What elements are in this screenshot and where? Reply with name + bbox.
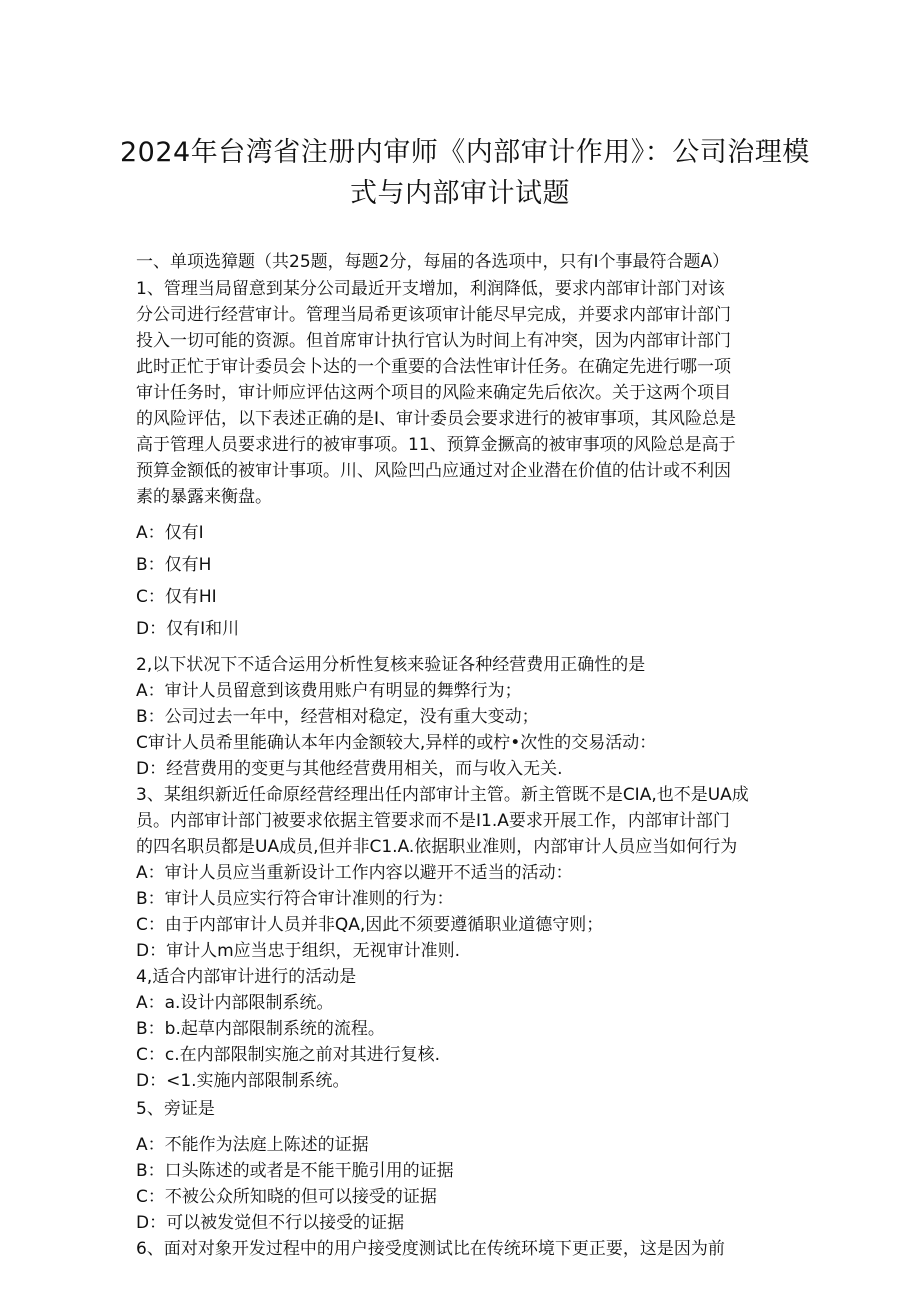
question-3-option-d: D：审计人m应当忠于组织，无视审计准则. bbox=[136, 941, 461, 961]
question-2-option-b: B：公司过去一年中，经营相对稳定，没有重大变动； bbox=[136, 707, 539, 727]
question-4-option-b: B：b.起草内部限制系统的流程。 bbox=[136, 1019, 385, 1039]
question-1-text-line: 分公司进行经营审计。管理当局希更该项审计能尽早完成，并要求内部审计部门 bbox=[136, 305, 731, 325]
question-5-option-b: B：口头陈述的或者是不能干脆引用的证据 bbox=[136, 1161, 454, 1181]
question-4-option-a: A：a.设计内部限制系统。 bbox=[136, 993, 334, 1013]
question-2-option-d: D：经营费用的变更与其他经营费用相关，而与收入无关. bbox=[136, 759, 563, 779]
question-1-text-line: 此时正忙于审计委员会卜达的一个重要的合法性审计任务。在确定先进行哪一项 bbox=[136, 357, 731, 377]
question-4-option-c: C：c.在内部限制实施之前对其进行复核. bbox=[136, 1045, 441, 1065]
question-1-text-line: 素的暴露来衡盘。 bbox=[136, 487, 272, 507]
question-1-option-c: C：仅有HI bbox=[136, 587, 217, 607]
question-1-text-line: 投入一切可能的资源。但首席审计执行官认为时间上有冲突，因为内部审计部门 bbox=[136, 331, 731, 351]
question-1-option-d: D：仅有I和川 bbox=[136, 619, 240, 639]
question-2-text: 2,以下状况下不适合运用分析性复核来验证各种经营费用正确性的是 bbox=[136, 655, 646, 675]
document-title-line-1: 2024年台湾省注册内审师《内部审计作用》：公司治理模 bbox=[120, 137, 810, 168]
question-1-text-line: 审计任务时，审计师应评估这两个项目的风险来确定先后依次。关于这两个项目 bbox=[136, 383, 731, 403]
question-4-option-d: D：<1.实施内部限制系统。 bbox=[136, 1071, 350, 1091]
question-1-text-line: 的风险评估，以下表述正确的是I、审计委员会要求进行的被审事项，其风险总是 bbox=[136, 409, 737, 429]
question-5-option-a: A：不能作为法庭上陈述的证据 bbox=[136, 1135, 369, 1155]
question-3-option-b: B：审计人员应实行符合审计准则的行为： bbox=[136, 889, 454, 909]
section-heading: 一、单项选獐题（共25题，每题2分，每届的各选项中，只有I个事最符合题A） bbox=[136, 252, 730, 272]
question-3-text-line: 员。内部审计部门被要求依据主管要求而不是I1.A要求开展工作，内部审计部门 bbox=[136, 811, 730, 831]
question-1-option-b: B：仅有H bbox=[136, 555, 212, 575]
document-title-line-2: 式与内部审计试题 bbox=[350, 178, 570, 209]
question-3-option-a: A：审计人员应当重新设计工作内容以避开不适当的活动： bbox=[136, 863, 573, 883]
question-3-option-c: C：由于内部审计人员并非QA,因此不须要遵循职业道德守则； bbox=[136, 915, 604, 935]
question-1-text-line: 高于管理人员要求进行的被审事项。11、预算金撅高的被审事项的风险总是高于 bbox=[136, 435, 736, 455]
question-1-option-a: A：仅有I bbox=[136, 523, 204, 543]
question-5-text: 5、旁证是 bbox=[136, 1099, 215, 1119]
question-2-option-c: C审计人员希里能确认本年内金额较大,异样的或柠•次性的交易活动： bbox=[136, 733, 657, 753]
question-4-text: 4,适合内部审计进行的活动是 bbox=[136, 967, 357, 987]
question-6-text-line: 6、面对对象开发过程中的用户接受度测试比在传统环境下更正要，这是因为前 bbox=[136, 1239, 725, 1259]
question-5-option-c: C：不被公众所知晓的但可以接受的证据 bbox=[136, 1187, 437, 1207]
question-5-option-d: D：可以被发觉但不行以接受的证据 bbox=[136, 1213, 405, 1233]
question-1-text-line: 1、管理当局留意到某分公司最近开支增加，利润降低，要求内部审计部门对该 bbox=[136, 279, 725, 299]
question-2-option-a: A：审计人员留意到该费用账户有明显的舞弊行为； bbox=[136, 681, 522, 701]
question-3-text-line: 3、某组织新近任命原经营经理出任内部审计主管。新主管既不是CIA,也不是UA成 bbox=[136, 785, 749, 805]
question-3-text-line: 的四名职员都是UA成员,但并非C1.A.依据职业准则，内部审计人员应当如何行为 bbox=[136, 837, 738, 857]
question-1-text-line: 预算金额低的被审计事项。川、风险凹凸应通过对企业潜在价值的估计或不利因 bbox=[136, 461, 731, 481]
